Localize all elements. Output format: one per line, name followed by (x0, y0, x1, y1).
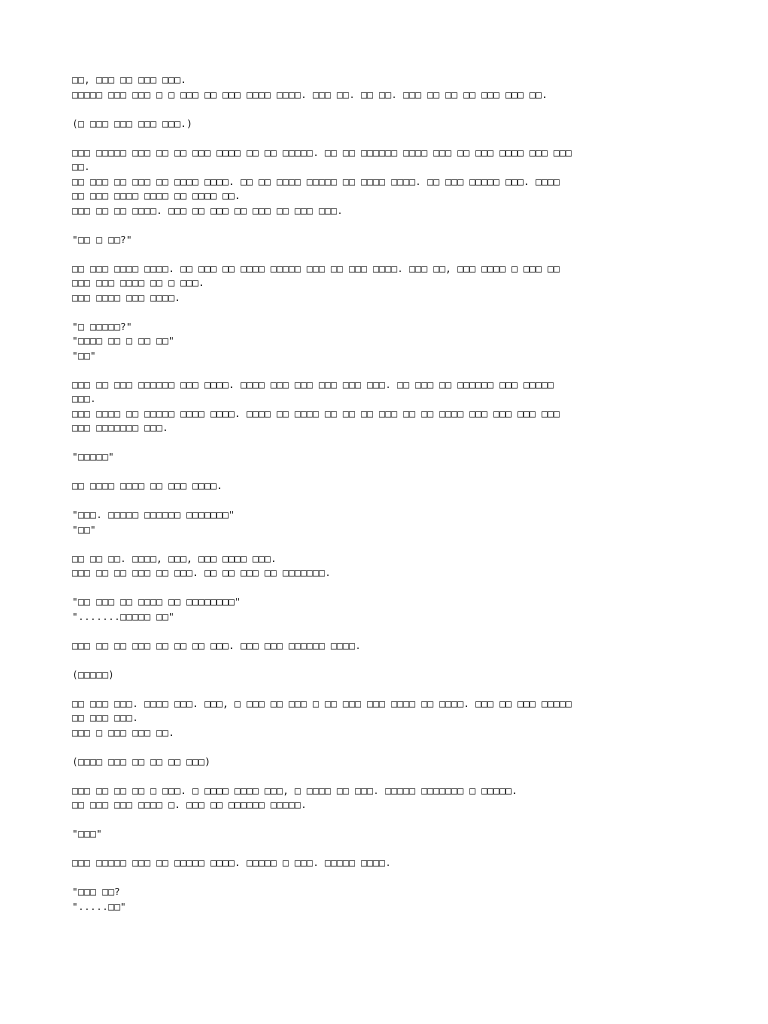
paragraph (72, 886, 702, 915)
text-line: □□□ □□□□ □□ □□□□□ □□□□ □□□□. □□□□ □□ □□□□ □□ □□ □□ □□□ □□ □□ □□□□ □□□ □□□ □□□ □□□ (72, 408, 560, 420)
text-line: □□□ □□□ □□□□ □□ □ □□□. (72, 278, 205, 289)
paragraph (72, 480, 702, 495)
paragraph (72, 451, 702, 466)
text-line: □□ □□□ □□ □□□ □□ □□□□ □□□□. □□ □□ □□□□ □□□□□ □□ □□□□ □□□□. □□ □□□ □□□□□ □□□. □□□□ (72, 176, 560, 188)
paragraph (72, 698, 702, 742)
text-line: □□□ □□□□□□□ □□□. (72, 423, 169, 434)
paragraph (72, 553, 702, 582)
paragraph (72, 379, 702, 437)
text-line: "□□□□ □□ □ □□ □□" (72, 336, 175, 347)
paragraph (72, 640, 702, 655)
text-line: □□ □□ □□. □□□□, □□□, □□□ □□□□ □□□. (72, 553, 277, 565)
text-line: □□□ □ □□□ □□□ □□. (72, 727, 175, 739)
text-line: "□□" (72, 350, 97, 362)
text-line: □□□□□ □□□ □□□ □ □ □□□ □□ □□□ □□□□ □□□□. □□□ □□. □□ □□. □□□ □□ □□ □□ □□□ □□□ □□. (72, 89, 548, 101)
text-line: □□□ □□ □□ □□□□. □□□ □□ □□□ □□ □□□ □□ □□□ □□□. (72, 205, 343, 217)
text-line: □□□ □□□□□ □□□ □□ □□□□□ □□□□. □□□□□ □ □□□. □□□□□ □□□□. (72, 858, 392, 869)
paragraph (72, 785, 702, 814)
text-line: □□□. (72, 394, 97, 405)
text-line: "□ □□□□□?" (72, 321, 133, 333)
text-line: □□ □□□ □□□. (72, 713, 139, 724)
text-line: "□□□" (72, 829, 103, 840)
text-line: "□□□□□" (72, 452, 115, 463)
text-line: □□ □□□ □□□□ □□□□. □□ □□□ □□ □□□□ □□□□□ □□□ □□ □□□ □□□□. □□□ □□, □□□ □□□□ □ □□□ □□ (72, 263, 560, 275)
text-line: (□ □□□ □□□ □□□ □□□.) (72, 118, 193, 130)
text-line: □□□ □□ □□ □□□ □□ □□□. □□ □□ □□□ □□ □□□□□□□. (72, 568, 331, 579)
text-line: □□□ □□ □□ □□□ □□ □□ □□ □□□. □□□ □□□ □□□□□□ □□□□. (72, 640, 361, 652)
paragraph (72, 321, 702, 365)
text-line: □□ □□□□ □□□□ □□ □□□ □□□□. (72, 481, 223, 492)
text-line: □□ □□□ □□□. □□□□ □□□. □□□, □ □□□ □□ □□□ □ □□ □□□ □□□ □□□□ □□ □□□□. □□□ □□ □□□ □□□□□ (72, 698, 572, 710)
text-line: ".......□□□□□ □□" (72, 611, 175, 623)
paragraph (72, 596, 702, 625)
paragraph (72, 74, 702, 103)
paragraph (72, 857, 702, 872)
text-line: □□□ □□ □□□ □□□□□□ □□□ □□□□. □□□□ □□□ □□□ □□□ □□□ □□□. □□ □□□ □□ □□□□□□ □□□ □□□□□ (72, 379, 554, 391)
text-line: □□ □□□ □□□ □□□□ □. □□□ □□ □□□□□□ □□□□□. (72, 800, 307, 811)
paragraph (72, 118, 702, 133)
paragraph (72, 147, 702, 220)
text-line: □□□ □□□□ □□□ □□□□. (72, 292, 181, 304)
text-line: "□□" (72, 524, 97, 536)
paragraph (72, 756, 702, 771)
text-line: "□□□ □□? (72, 887, 121, 898)
text-line: "□□ □□□ □□ □□□□ □□ □□□□□□□□" (72, 597, 241, 608)
text-line: □□□ □□ □□ □□ □ □□□. □ □□□□ □□□□ □□□, □ □□□□ □□ □□□. □□□□□ □□□□□□□ □ □□□□□. (72, 785, 518, 797)
text-line: ".....□□" (72, 901, 127, 913)
text-line: "□□ □ □□?" (72, 234, 133, 246)
text-line: (□□□□□) (72, 669, 115, 681)
text-line: □□, □□□ □□ □□□ □□□. (72, 75, 187, 86)
paragraph (72, 234, 702, 249)
paragraph (72, 509, 702, 538)
paragraph (72, 669, 702, 684)
text-line: "□□□. □□□□□ □□□□□□ □□□□□□□" (72, 510, 235, 521)
text-line: (□□□□ □□□ □□ □□ □□ □□□) (72, 756, 211, 768)
text-line: □□□ □□□□□ □□□ □□ □□ □□□ □□□□ □□ □□ □□□□□. □□ □□ □□□□□□ □□□□ □□□ □□ □□□ □□□□ □□□ □□□ (72, 147, 572, 159)
paragraph (72, 263, 702, 307)
text-line: □□. (72, 162, 91, 173)
document-body (72, 74, 702, 930)
text-line: □□ □□□ □□□□ □□□□ □□ □□□□ □□. (72, 191, 241, 202)
paragraph (72, 828, 702, 843)
